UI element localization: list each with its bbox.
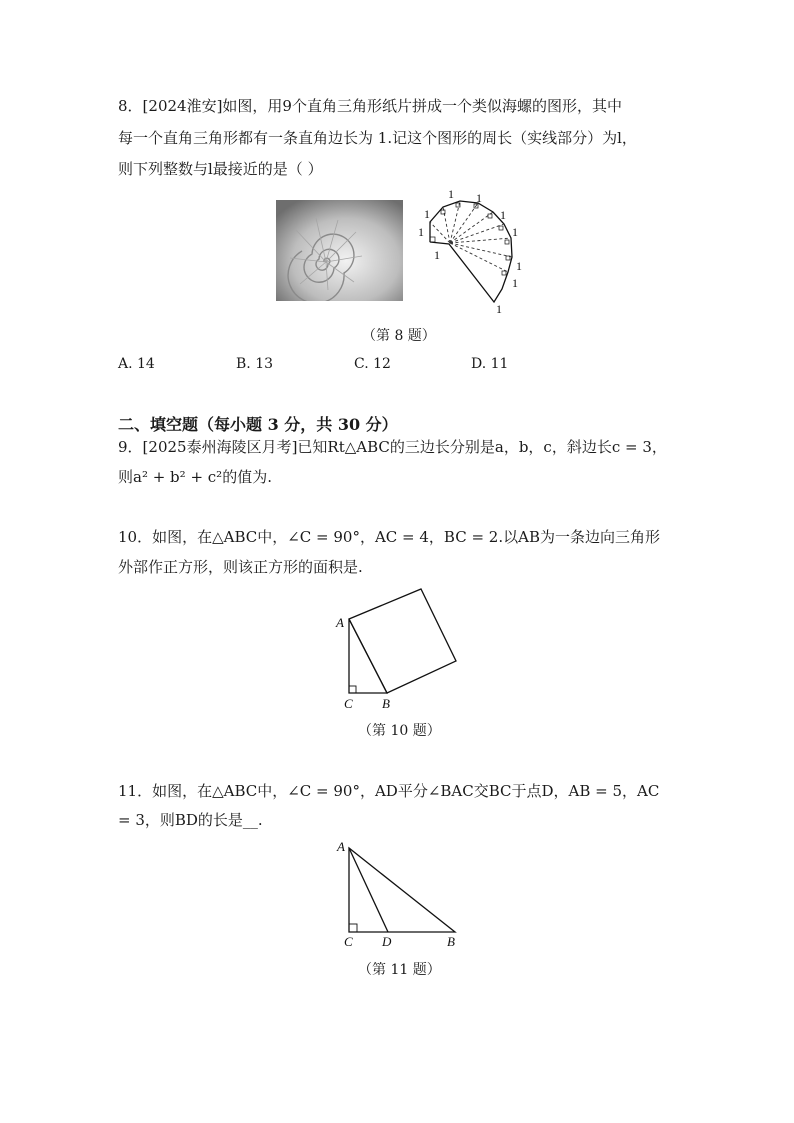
q8-caption: （第 8 题） bbox=[362, 328, 436, 344]
q11-label-d: D bbox=[382, 934, 392, 949]
q11-line-1: 11．如图，在△ABC中，∠C = 90°，AD平分∠BAC交BC于点D，AB = 5，AC bbox=[118, 782, 660, 800]
q8-option-a: A. 14 bbox=[118, 356, 155, 372]
q10-label-c: C bbox=[344, 696, 353, 711]
q8-line-2: 每一个直角三角形都有一条直角边长为 1.记这个图形的周长（实线部分）为l， bbox=[118, 129, 637, 147]
spiral-triangle-figure bbox=[412, 186, 524, 316]
q10-line-1: 10．如图，在△ABC中，∠C = 90°，AC = 4，BC = 2.以AB为一条边向三角形 bbox=[118, 528, 660, 546]
spiral-side-label: 1 bbox=[512, 225, 518, 239]
spiral-side-label: 1 bbox=[500, 208, 506, 222]
q8-line-1: 8．[2024淮安]如图，用9个直角三角形纸片拼成一个类似海螺的图形，其中 bbox=[118, 97, 622, 115]
spiral-side-label: 1 bbox=[424, 207, 430, 221]
q10-square-figure bbox=[330, 585, 462, 713]
q11-label-c: C bbox=[344, 934, 353, 949]
spiral-side-label: 1 bbox=[496, 302, 502, 316]
q10-caption: （第 10 题） bbox=[358, 723, 441, 739]
q8-option-c: C. 12 bbox=[354, 356, 391, 372]
q9-line-1: 9．[2025泰州海陵区月考]已知Rt△ABC的三边长分别是a，b，c，斜边长c = 3， bbox=[118, 438, 667, 456]
q8-option-d: D. 11 bbox=[471, 356, 509, 372]
q11-line-2: = 3，则BD的长是__. bbox=[118, 811, 263, 829]
spiral-side-label: 1 bbox=[434, 248, 440, 262]
q10-line-2: 外部作正方形，则该正方形的面积是. bbox=[118, 558, 363, 576]
q11-triangle-figure bbox=[333, 838, 465, 952]
q8-line-3: 则下列整数与l最接近的是（ ） bbox=[118, 160, 323, 178]
spiral-side-label: 1 bbox=[418, 225, 424, 239]
spiral-side-label: 1 bbox=[476, 191, 482, 205]
q10-label-a: A bbox=[336, 615, 344, 630]
q8-option-b: B. 13 bbox=[236, 356, 274, 372]
spiral-side-label: 1 bbox=[516, 259, 522, 273]
q11-caption: （第 11 题） bbox=[358, 962, 441, 978]
q11-label-b: B bbox=[447, 934, 455, 949]
nautilus-shell-image bbox=[276, 200, 403, 301]
section-heading: 二、填空题（每小题 3 分，共 30 分） bbox=[118, 415, 398, 434]
spiral-side-label: 1 bbox=[448, 187, 454, 201]
spiral-side-label: 1 bbox=[512, 276, 518, 290]
q11-label-a: A bbox=[337, 839, 345, 854]
q9-line-2: 则a² + b² + c²的值为. bbox=[118, 468, 272, 486]
q10-label-b: B bbox=[382, 696, 390, 711]
